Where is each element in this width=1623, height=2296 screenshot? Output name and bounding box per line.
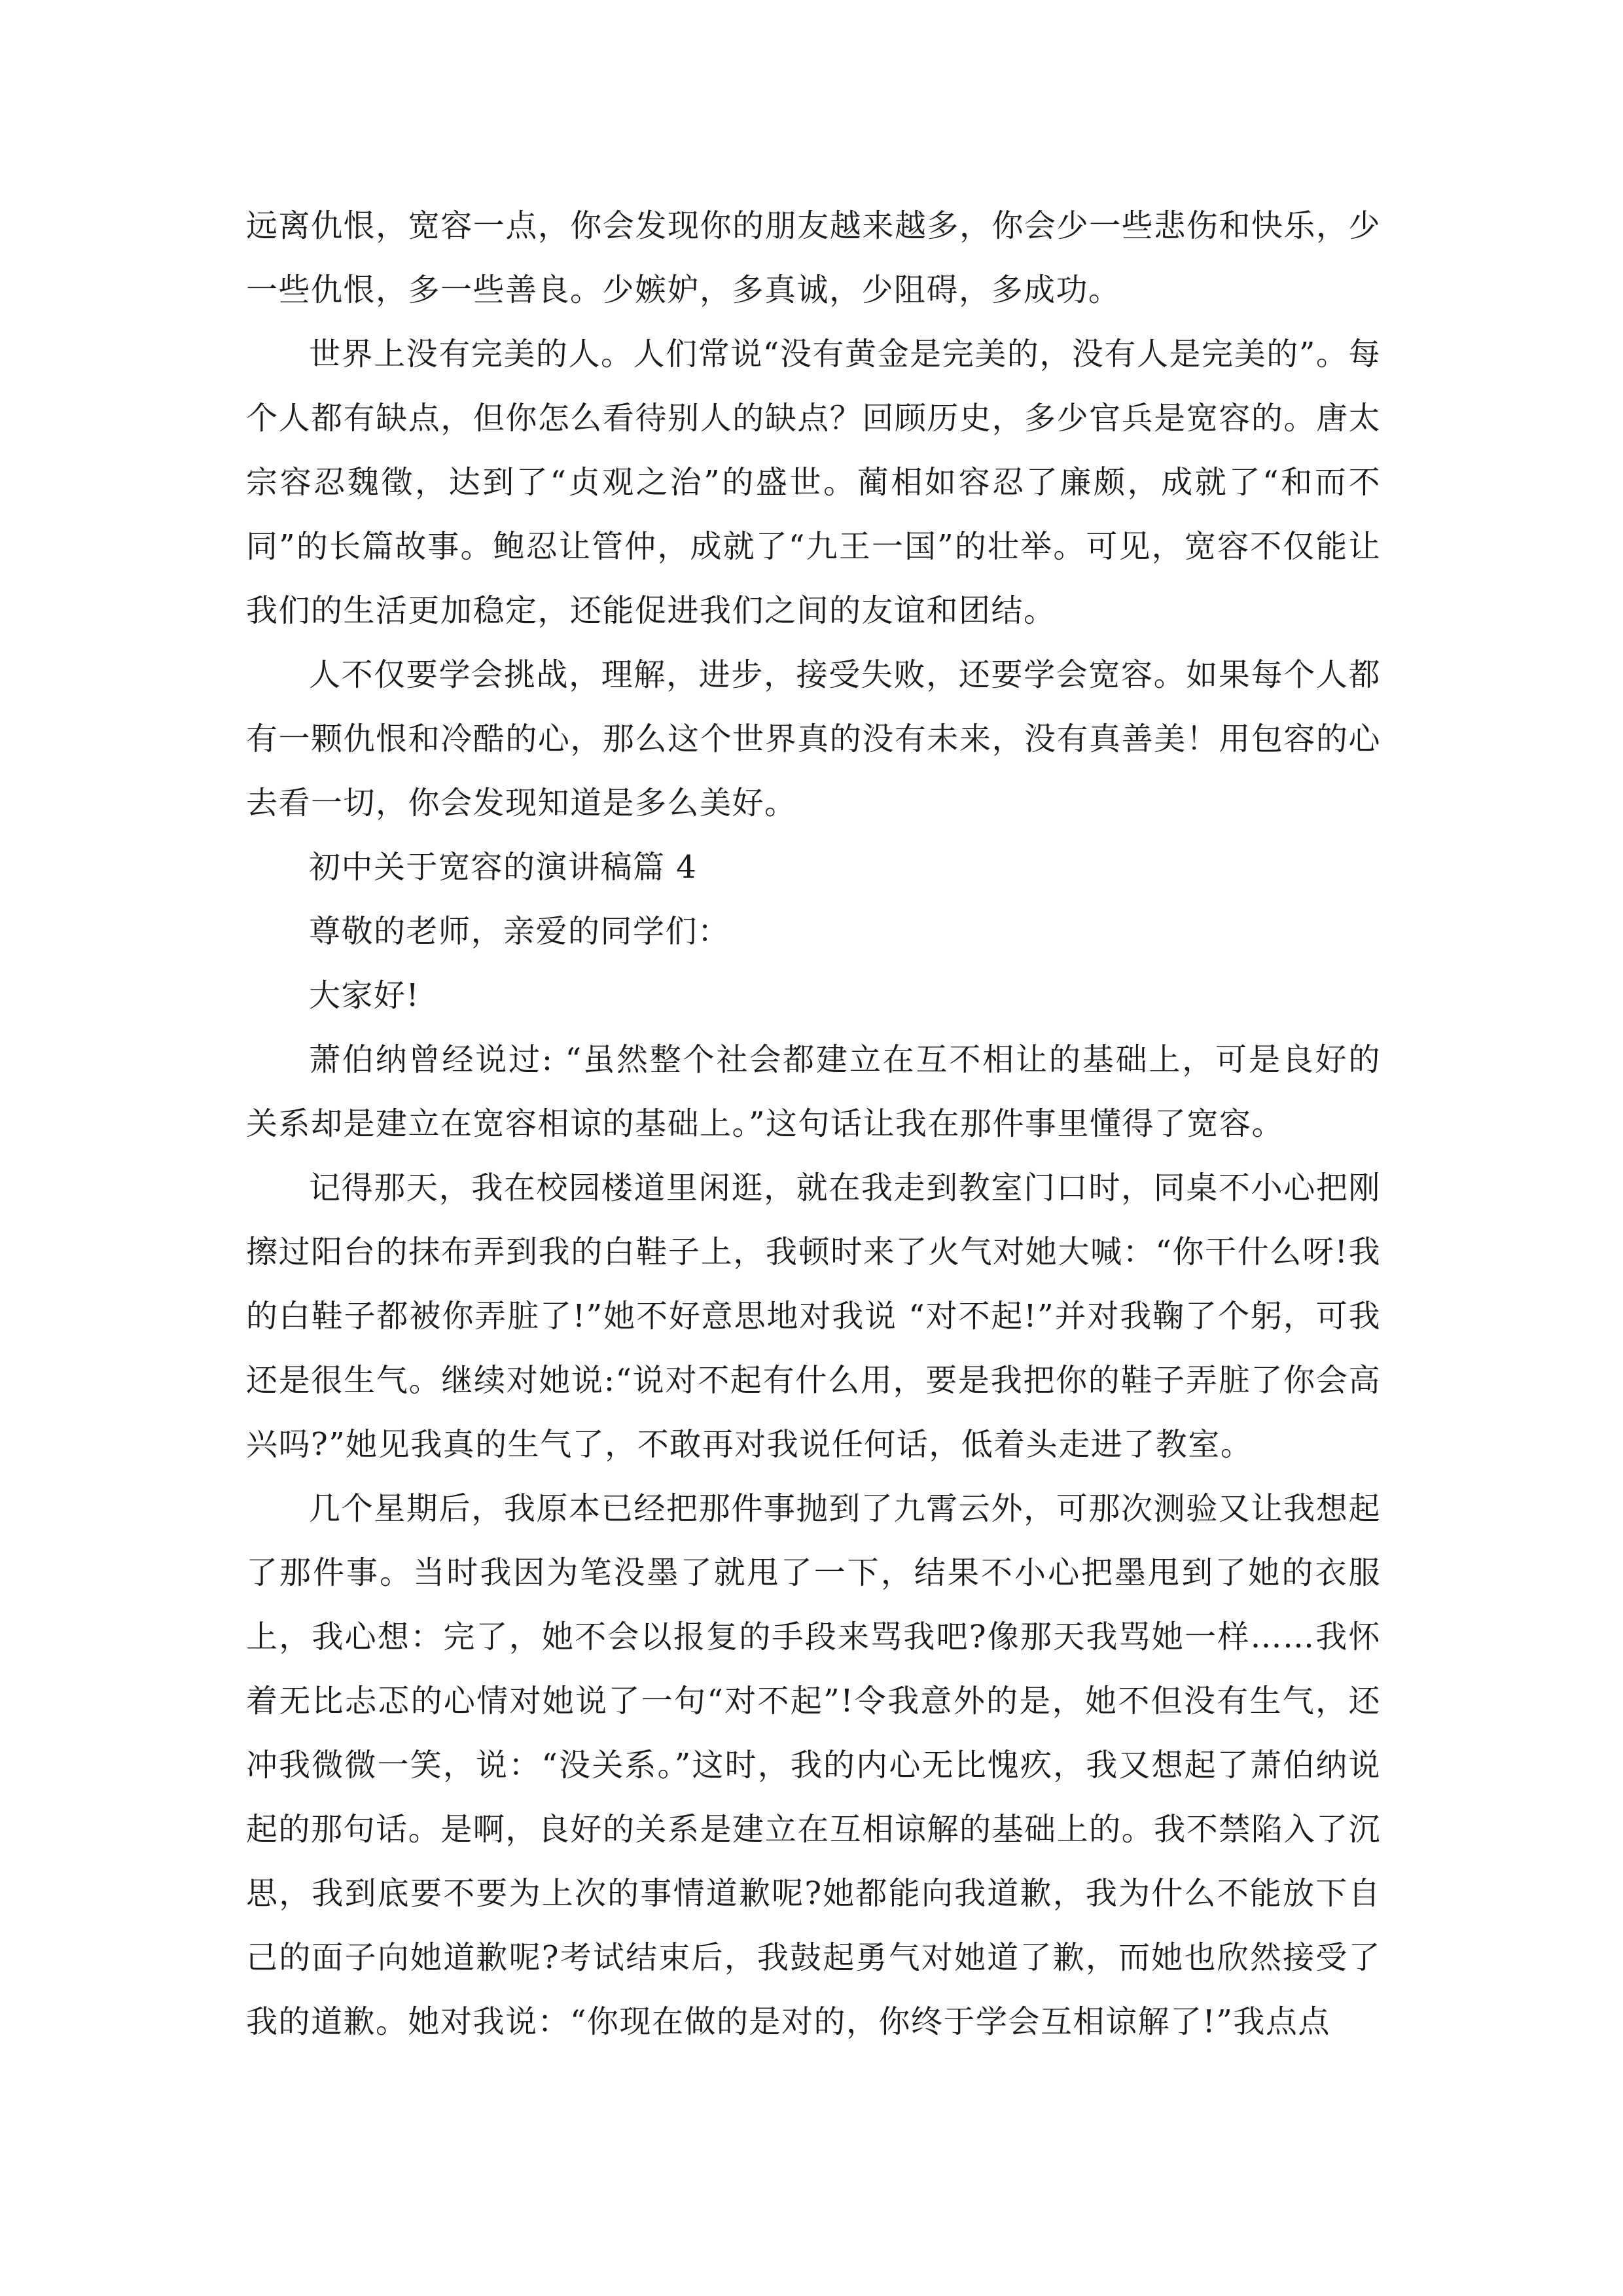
salutation: 尊敬的老师，亲爱的同学们： <box>309 913 730 950</box>
section-heading: 初中关于宽容的演讲稿篇 4 <box>309 849 698 886</box>
paragraph-quote: 萧伯纳曾经说过: “虽然整个社会都建立在互不相让的基础上，可是良好的关系却是建立在宽容相谅的基础上。”这句话让我在那件事里懂得了宽容。 <box>246 1041 1381 1142</box>
paragraph-story-part2: 几个星期后，我原本已经把那件事抛到了九霄云外，可那次测验又让我想起了那件事。当时我因为笔没墨了就甩了一下，结果不小心把墨甩到了她的衣服上，我心想：完了，她不会以报复的手段来骂我吧?像那天我骂她一样……我怀着无比忐忑的心情对她说了一句“对不起”!令我意外的是，她不但没有生气，还冲我微微一笑，说：“没关系。”这时，我的内心无比愧疚，我又想起了萧伯纳说起的那句话。是啊，良好的关系是建立在互相谅解的基础上的。我不禁陷入了沉思，我到底要不要为上次的事情道歉呢?她都能向我道歉，我为什么不能放下自己的面子向她道歉呢?考试结束后，我鼓起勇气对她道了歉，而她也欣然接受了我的道歉。她对我说：“你现在做的是对的，你终于学会互相谅解了!”我点点 <box>246 1490 1381 2040</box>
paragraph-learn-tolerance: 人不仅要学会挑战，理解，进步，接受失败，还要学会宽容。如果每个人都有一颗仇恨和冷酷的心，那么这个世界真的没有未来，没有真善美！用包容的心去看一切，你会发现知道是多么美好。 <box>246 656 1381 821</box>
document-body <box>246 194 1381 2054</box>
paragraph-story-part1: 记得那天，我在校园楼道里闲逛，就在我走到教室门口时，同桌不小心把刚擦过阳台的抹布弄到我的白鞋子上，我顿时来了火气对她大喊：“你干什么呀!我的白鞋子都被你弄脏了!”她不好意思地对我说 “对不起!”并对我鞠了个躬，可我还是很生气。继续对她说:“说对不起有什么用，要是我把你的鞋子弄脏了你会高兴吗?”她见我真的生气了，不敢再对我说任何话，低着头走进了教室。 <box>246 1170 1381 1463</box>
paragraph-perfection: 世界上没有完美的人。人们常说“没有黄金是完美的，没有人是完美的”。每个人都有缺点，但你怎么看待别人的缺点？回顾历史，多少官兵是宽容的。唐太宗容忍魏徵，达到了“贞观之治”的盛世。蔺相如容忍了廉颇，成就了“和而不同”的长篇故事。鲍忍让管仲，成就了“九王一国”的壮举。可见，宽容不仅能让我们的生活更加稳定，还能促进我们之间的友谊和团结。 <box>246 336 1381 629</box>
paragraph-continued: 远离仇恨，宽容一点，你会发现你的朋友越来越多，你会少一些悲伤和快乐，少一些仇恨，多一些善良。少嫉妒，多真诚，少阻碍，多成功。 <box>246 207 1381 308</box>
greeting: 大家好! <box>309 977 420 1014</box>
